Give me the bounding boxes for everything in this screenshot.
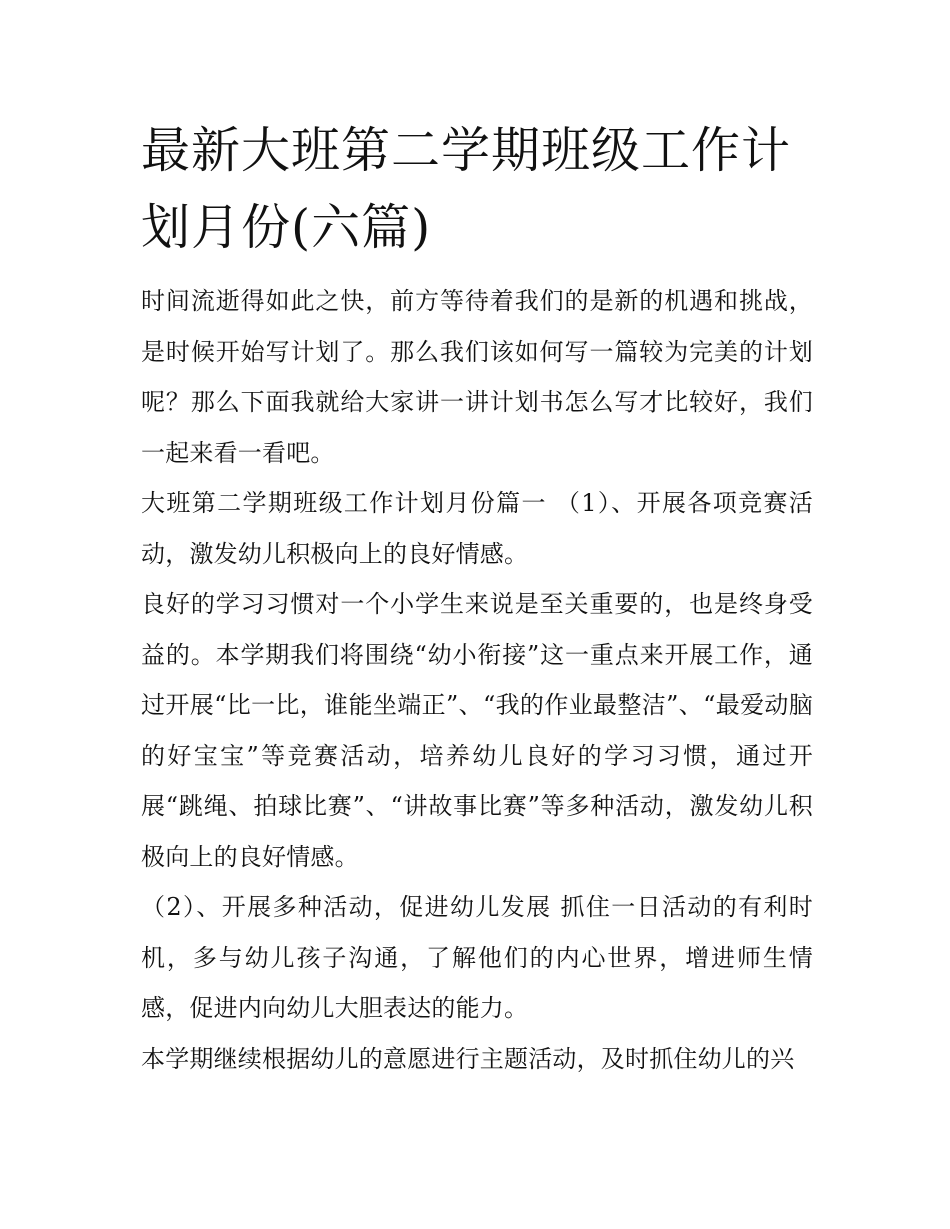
theme-activities-paragraph: 本学期继续根据幼儿的意愿进行主题活动，及时抓住幼儿的兴 xyxy=(141,1044,795,1073)
document-page xyxy=(141,112,813,1084)
document-title: 最新大班第二学期班级工作计划月份(六篇) xyxy=(141,122,792,256)
intro-paragraph: 时间流逝得如此之快，前方等待着我们的是新的机遇和挑战，是时候开始写计划了。那么我们该如何写一篇较为完美的计划呢？那么下面我就给大家讲一讲计划书怎么写才比较好，我们一起来看一看吧。 xyxy=(141,287,813,467)
section-one-heading-paragraph: 大班第二学期班级工作计划月份篇一 （1）、开展各项竞赛活动，激发幼儿积极向上的良好情感。 xyxy=(141,489,813,568)
study-habits-paragraph: 良好的学习习惯对一个小学生来说是至关重要的，也是终身受益的。本学期我们将围绕“幼小衔接”这一重点来开展工作，通过开展“比一比，谁能坐端正”、“我的作业最整洁”、“最爱动脑的好宝宝”等竞赛活动，培养幼儿良好的学习习惯，通过开展“跳绳、拍球比赛”、“讲故事比赛”等多种活动，激发幼儿积极向上的良好情感。 xyxy=(141,590,813,871)
activities-paragraph: （2）、开展多种活动，促进幼儿发展 抓住一日活动的有利时机，多与幼儿孩子沟通，了解他们的内心世界，增进师生情感，促进内向幼儿大胆表达的能力。 xyxy=(141,893,813,1022)
